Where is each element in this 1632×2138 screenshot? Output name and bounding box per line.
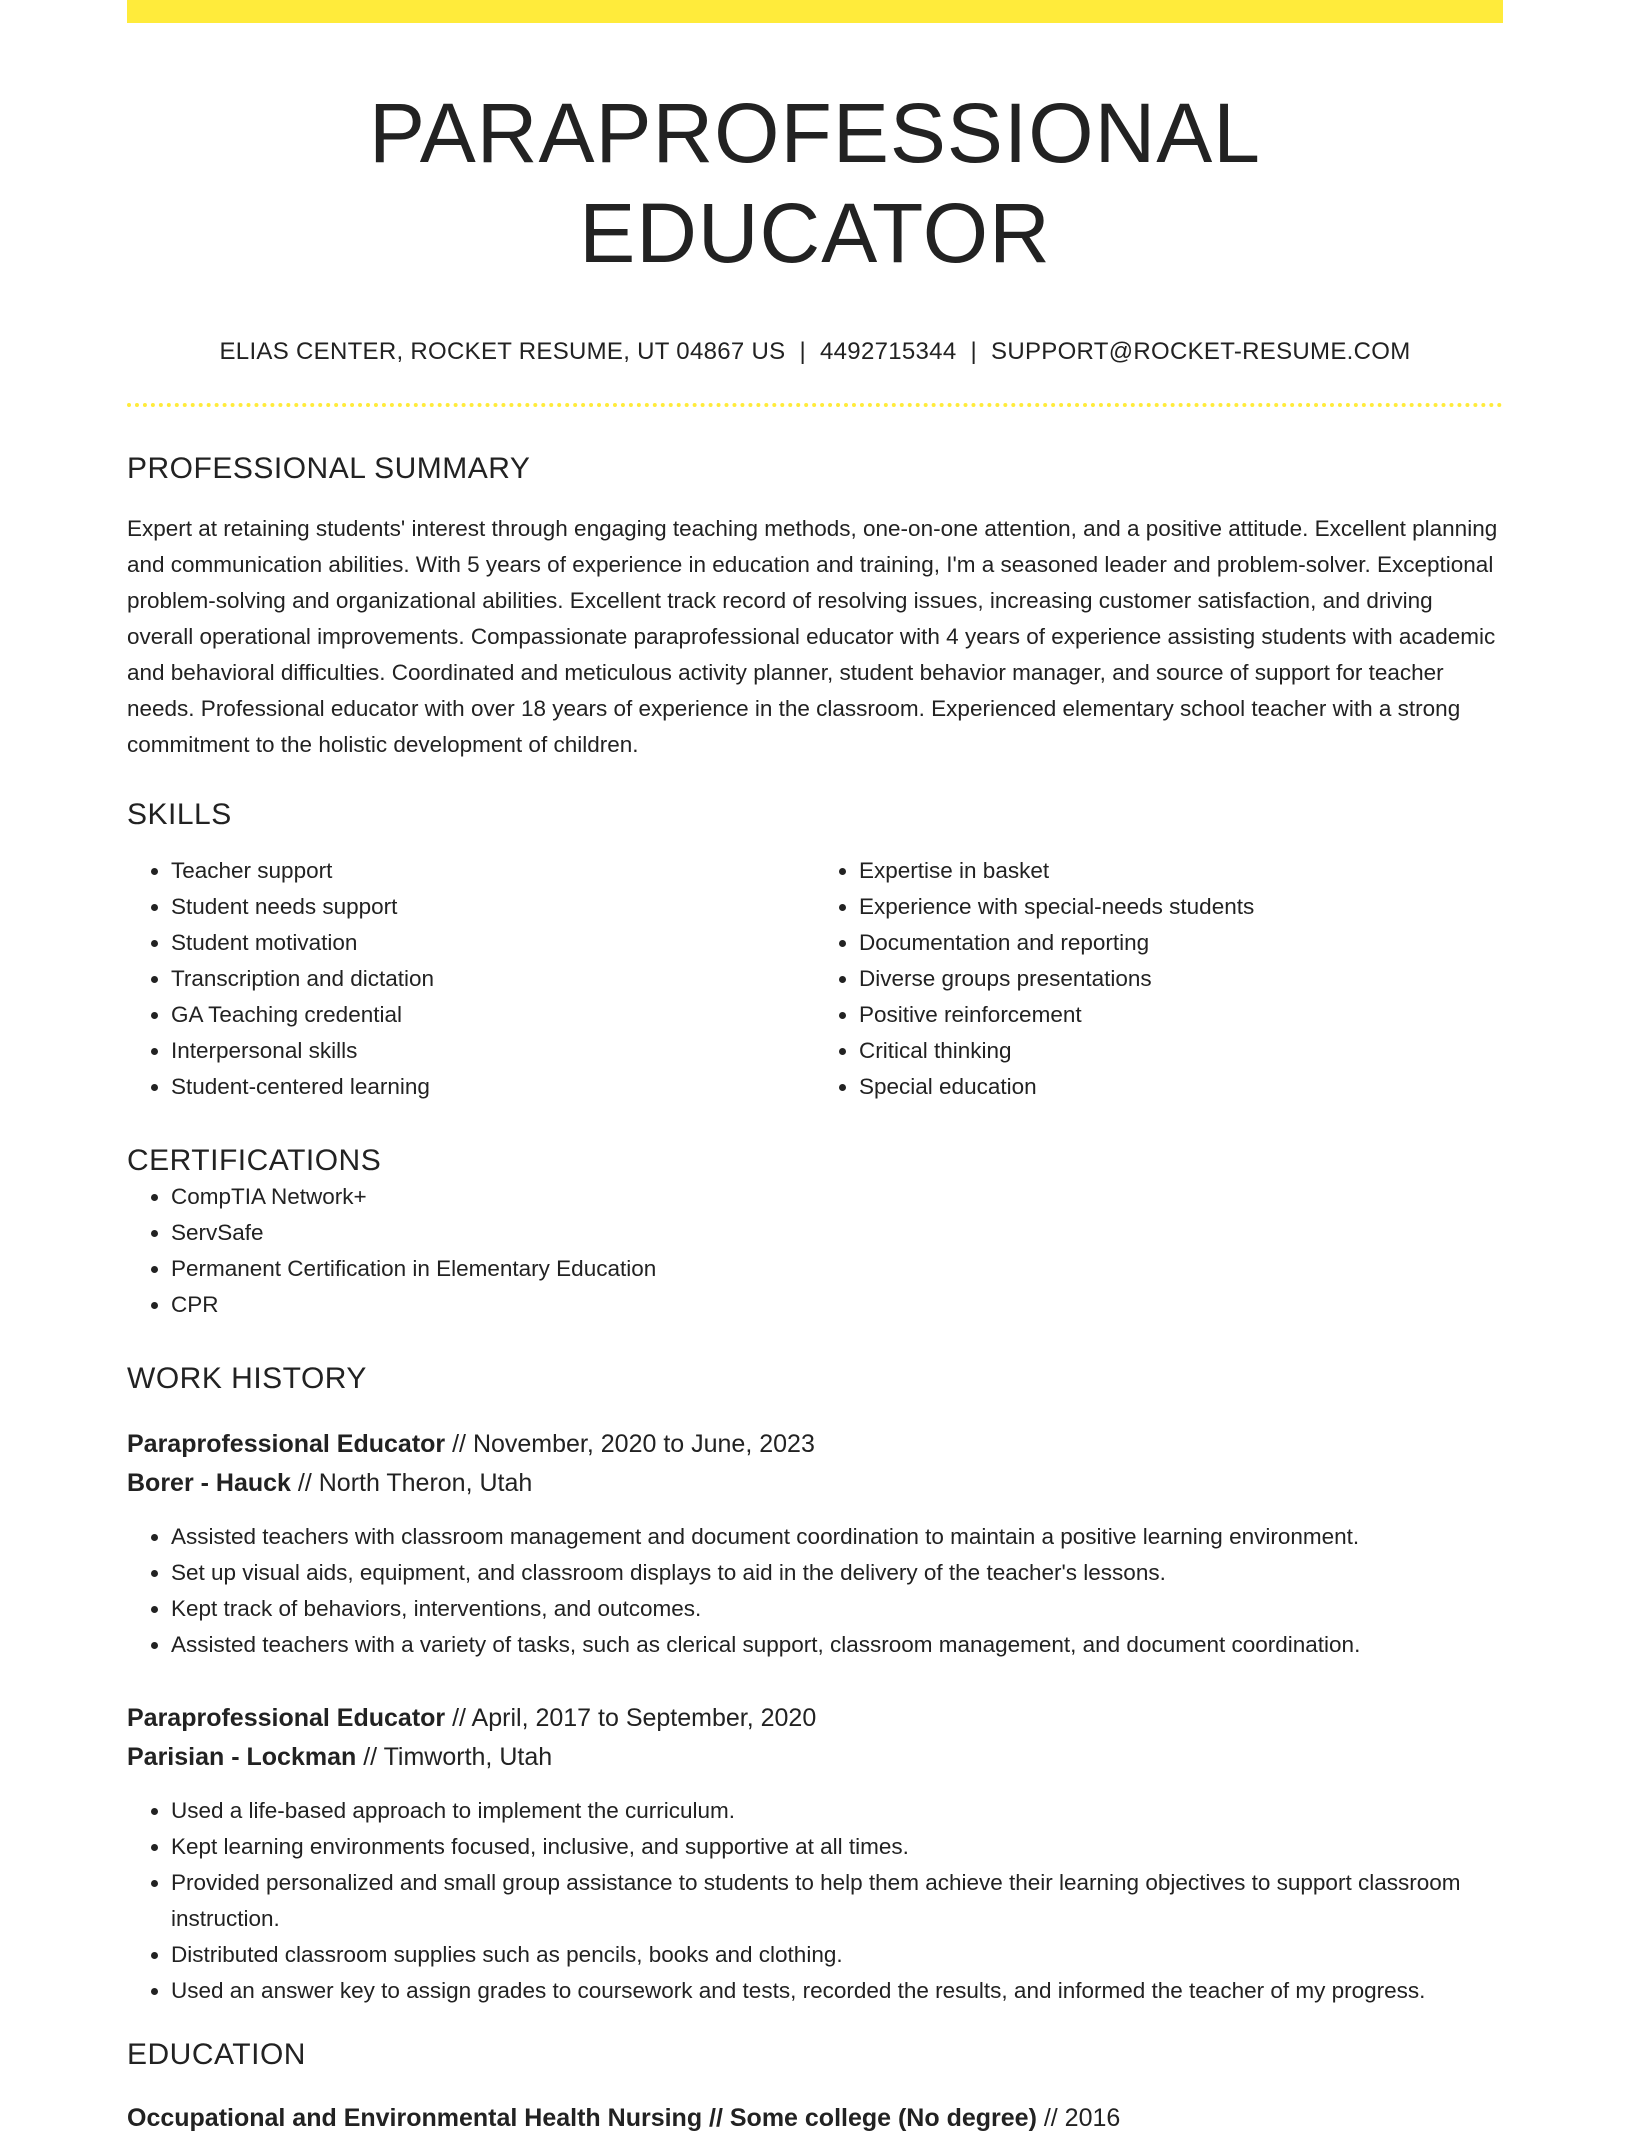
job-dates: // April, 2017 to September, 2020 (445, 1704, 817, 1732)
job-duty: • Assisted teachers with a variety of tasks, such as clerical support, classroom management, and document coordination. (171, 1627, 1503, 1663)
skills-list-right (815, 853, 1503, 1105)
skill-item: • Interpersonal skills (171, 1033, 815, 1069)
education-year: // 2016 (1036, 2104, 1121, 2132)
job-company-line (127, 1738, 1503, 1777)
skill-item: • GA Teaching credential (171, 997, 815, 1033)
contact-separator: | (799, 338, 806, 365)
job-location: // North Theron, Utah (290, 1469, 533, 1497)
job-duty: • Used an answer key to assign grades to coursework and tests, recorded the results, and informed the teacher of my progress. (171, 1973, 1503, 2009)
resume-page (127, 0, 1503, 2138)
contact-line (127, 337, 1503, 367)
education-degree: Occupational and Environmental Health Nursing // Some college (No degree) (127, 2104, 1037, 2132)
certification-item: • ServSafe (171, 1215, 1503, 1251)
skill-item: • Critical thinking (859, 1033, 1503, 1069)
contact-separator: | (970, 338, 978, 365)
accent-bar (127, 0, 1503, 23)
skill-item: • Expertise in basket (859, 853, 1503, 889)
skill-item: • Transcription and dictation (171, 961, 815, 997)
job-duty: • Provided personalized and small group assistance to students to help them achieve their learning objectives to support classroom instruction. (171, 1865, 1503, 1937)
job-duty: • Used a life-based approach to implement the curriculum. (171, 1793, 1503, 1829)
certification-item: • Permanent Certification in Elementary Education (171, 1251, 1503, 1287)
job-duty: • Kept learning environments focused, inclusive, and supportive at all times. (171, 1829, 1503, 1865)
education-entry (127, 2099, 1503, 2138)
dotted-divider (127, 403, 1503, 407)
summary-text: Expert at retaining students' interest through engaging teaching methods, one-on-one attention, and a positive attitude. Excellent planning and communication abilities. With 5 years of experience in education and training, I'm a seasoned leader and problem-solver. Exceptional problem-solving and organizational abilities. Excellent track record of resolving issues, increasing customer satisfaction, and driving overall operational improvements. Compassionate paraprofessional educator with 4 years of experience assisting students with academic and behavioral difficulties. Coordinated and meticulous activity planner, student behavior manager, and source of support for teacher needs. Professional educator with over 18 years of experience in the classroom. Experienced elementary school teacher with a strong commitment to the holistic development of children. (127, 516, 1498, 757)
section-title-work-history: WORK HISTORY (127, 1362, 367, 1395)
job-role-line (127, 1425, 1503, 1464)
section-title-certifications: CERTIFICATIONS (127, 1144, 382, 1177)
job-company-line (127, 1464, 1503, 1503)
skill-item: • Student motivation (171, 925, 815, 961)
job-dates: // November, 2020 to June, 2023 (445, 1430, 815, 1458)
job-duties-list (127, 1519, 1503, 1663)
contact-address: ELIAS CENTER, ROCKET RESUME, UT 04867 US (219, 338, 786, 365)
job-duty: • Set up visual aids, equipment, and classroom displays to aid in the delivery of the teacher's lessons. (171, 1555, 1503, 1591)
job-entry (127, 1699, 1503, 2009)
job-entry (127, 1425, 1503, 1663)
contact-phone: 4492715344 (820, 338, 957, 365)
section-title-summary: PROFESSIONAL SUMMARY (127, 452, 531, 485)
skill-item: • Special education (859, 1069, 1503, 1105)
job-location: // Timworth, Utah (356, 1743, 553, 1771)
certification-item: • CPR (171, 1287, 1503, 1323)
section-title-skills: SKILLS (127, 798, 232, 831)
skill-item: • Positive reinforcement (859, 997, 1503, 1033)
contact-email: SUPPORT@ROCKET-RESUME.COM (991, 338, 1411, 365)
certification-item: • CompTIA Network+ (171, 1179, 1503, 1215)
skill-item: • Teacher support (171, 853, 815, 889)
skill-item: • Student needs support (171, 889, 815, 925)
job-duty: • Kept track of behaviors, interventions, and outcomes. (171, 1591, 1503, 1627)
job-duty: • Assisted teachers with classroom management and document coordination to maintain a positive learning environment. (171, 1519, 1503, 1555)
job-role: Paraprofessional Educator (127, 1704, 446, 1732)
skill-item: • Documentation and reporting (859, 925, 1503, 961)
skill-item: • Diverse groups presentations (859, 961, 1503, 997)
resume-name: PARAPROFESSIONAL EDUCATOR (368, 86, 1261, 280)
job-company: Borer - Hauck (127, 1469, 291, 1497)
skill-item: • Student-centered learning (171, 1069, 815, 1105)
certifications-list (127, 1179, 1503, 1323)
job-company: Parisian - Lockman (127, 1743, 357, 1771)
job-role: Paraprofessional Educator (127, 1430, 446, 1458)
skills-columns (127, 853, 1503, 1105)
job-role-line (127, 1699, 1503, 1738)
job-duty: • Distributed classroom supplies such as pencils, books and clothing. (171, 1937, 1503, 1973)
section-title-education: EDUCATION (127, 2038, 306, 2071)
skill-item: • Experience with special-needs students (859, 889, 1503, 925)
job-duties-list (127, 1793, 1503, 2009)
skills-list-left (127, 853, 815, 1105)
